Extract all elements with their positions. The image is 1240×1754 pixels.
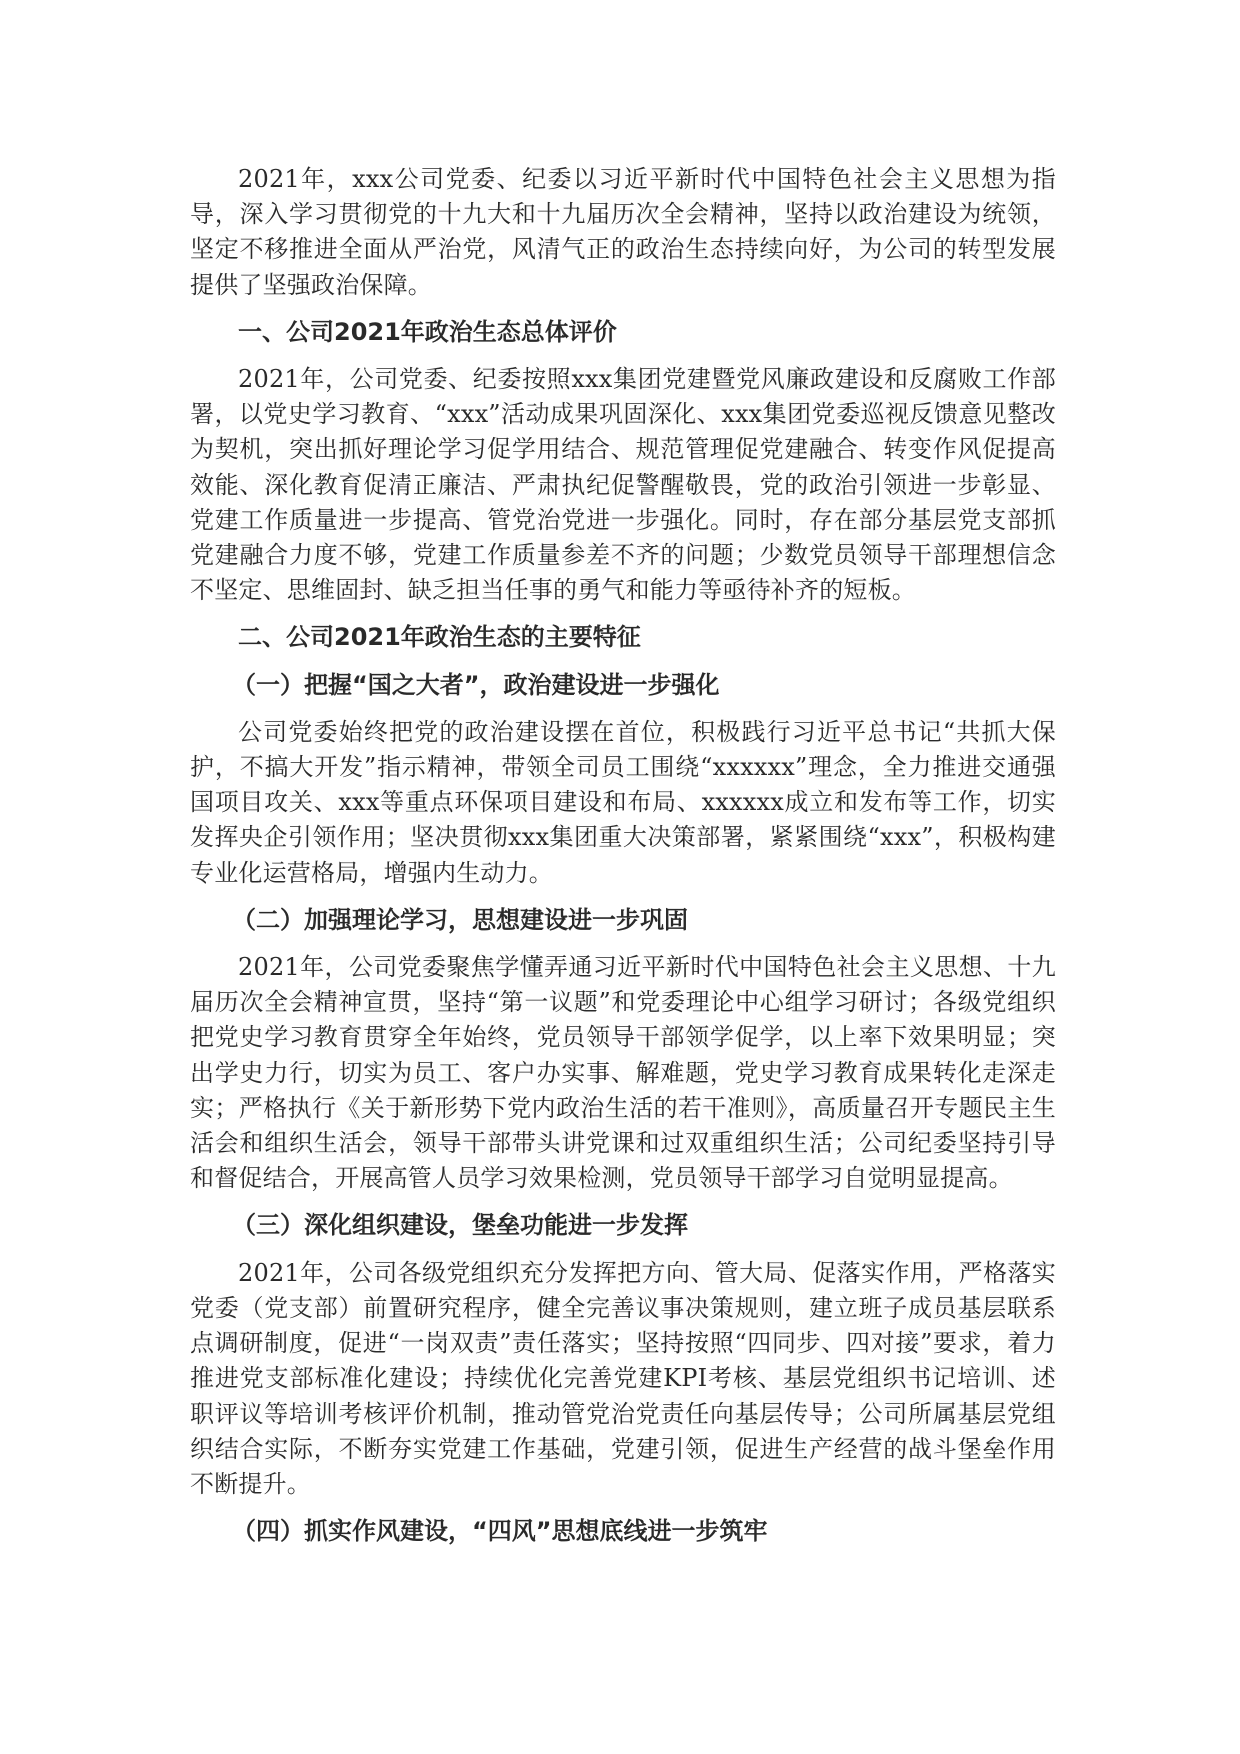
intro-paragraph: 2021年，xxx公司党委、纪委以习近平新时代中国特色社会主义思想为指导，深入学习贯彻党的十九大和十九届历次全会精神，坚持以政治建设为统领，坚定不移推进全面从严治党，风清气正的政治生态持续向好，为公司的转型发展提供了坚强政治保障。 [190, 165, 1056, 299]
section-heading-1: 一、公司2021年政治生态总体评价 [238, 317, 617, 346]
political-building-paragraph: 公司党委始终把党的政治建设摆在首位，积极践行习近平总书记“共抓大保护，不搞大开发”指示精神，带领全司员工围绕“xxxxxx”理念，全力推进交通强国项目攻关、xxx等重点环保项目建设和布局、xxxxxx成立和发布等工作，切实发挥央企引领作用；坚决贯彻xxx集团重大决策部署，紧紧围绕“xxx”，积极构建专业化运营格局，增强内生动力。 [190, 717, 1056, 887]
subsection-heading-1: （一）把握“国之大者”，政治建设进一步强化 [232, 670, 720, 699]
subsection-heading-4: （四）抓实作风建设，“四风”思想底线进一步筑牢 [232, 1517, 768, 1546]
subsection-heading-3: （三）深化组织建设，堡垒功能进一步发挥 [232, 1211, 688, 1240]
organization-building-paragraph: 2021年，公司各级党组织充分发挥把方向、管大局、促落实作用，严格落实党委（党支部）前置研究程序，健全完善议事决策规则，建立班子成员基层联系点调研制度，促进“一岗双责”责任落实；坚持按照“四同步、四对接”要求，着力推进党支部标准化建设；持续优化完善党建KPI考核、基层党组织书记培训、述职评议等培训考核评价机制，推动管党治党责任向基层传导；公司所属基层党组织结合实际，不断夯实党建工作基础，党建引领，促进生产经营的战斗堡垒作用不断提升。 [190, 1258, 1056, 1498]
subsection-heading-2: （二）加强理论学习，思想建设进一步巩固 [232, 905, 688, 934]
overall-evaluation-paragraph: 2021年，公司党委、纪委按照xxx集团党建暨党风廉政建设和反腐败工作部署，以党史学习教育、“xxx”活动成果巩固深化、xxx集团党委巡视反馈意见整改为契机，突出抓好理论学习促学用结合、规范管理促党建融合、转变作风促提高效能、深化教育促清正廉洁、严肃执纪促警醒敬畏，党的政治引领进一步彰显、党建工作质量进一步提高、管党治党进一步强化。同时，存在部分基层党支部抓党建融合力度不够，党建工作质量参差不齐的问题；少数党员领导干部理想信念不坚定、思维固封、缺乏担当任事的勇气和能力等亟待补齐的短板。 [190, 365, 1056, 605]
theory-study-paragraph: 2021年，公司党委聚焦学懂弄通习近平新时代中国特色社会主义思想、十九届历次全会精神宣贯，坚持“第一议题”和党委理论中心组学习研讨；各级党组织把党史学习教育贯穿全年始终，党员领导干部领学促学，以上率下效果明显；突出学史力行，切实为员工、客户办实事、解难题，党史学习教育成果转化走深走实；严格执行《关于新形势下党内政治生活的若干准则》，高质量召开专题民主生活会和组织生活会，领导干部带头讲党课和过双重组织生活；公司纪委坚持引导和督促结合，开展高管人员学习效果检测，党员领导干部学习自觉明显提高。 [190, 953, 1056, 1193]
document-page [190, 162, 1056, 1561]
section-heading-2: 二、公司2021年政治生态的主要特征 [238, 623, 641, 652]
